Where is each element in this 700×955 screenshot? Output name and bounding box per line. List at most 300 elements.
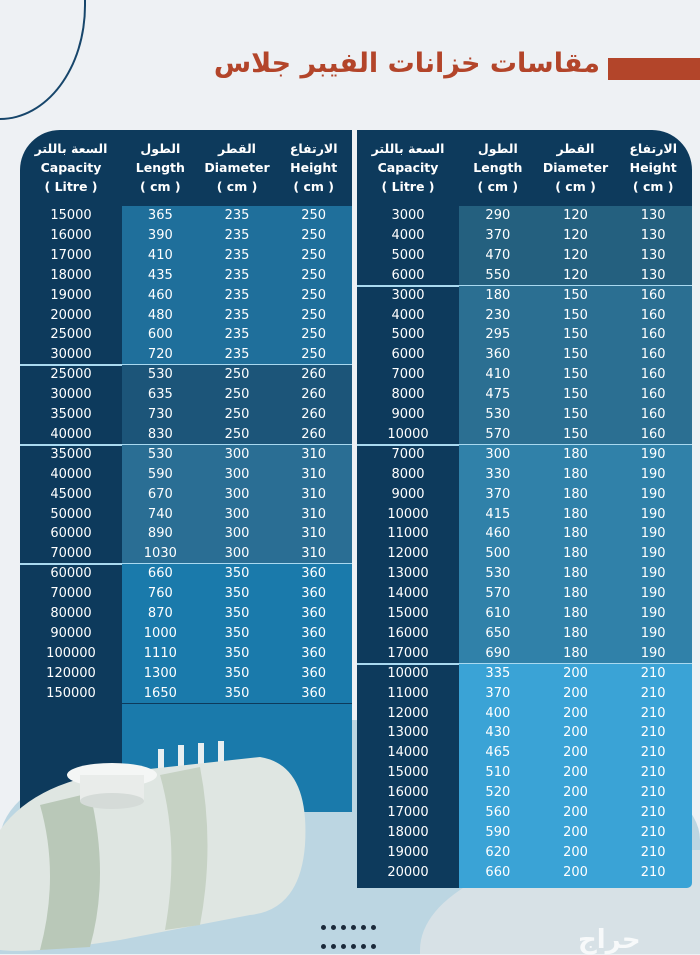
header-cell <box>614 130 692 206</box>
decorative-dots <box>318 915 388 953</box>
height-cell: 210 <box>640 785 666 801</box>
diameter-cell: 200 <box>563 685 588 701</box>
length-cell: 1300 <box>143 665 177 681</box>
table-header <box>357 130 692 206</box>
diameter-cell: 200 <box>563 665 588 681</box>
header-unit: ( cm ) <box>216 179 258 194</box>
length-cell: 460 <box>485 526 511 542</box>
header-unit: ( cm ) <box>632 179 674 194</box>
height-cell: 160 <box>640 307 666 323</box>
capacity-cell: 17000 <box>387 645 429 661</box>
header-unit: ( cm ) <box>555 179 596 194</box>
capacity-cell: 40000 <box>50 426 92 442</box>
diameter-cell: 200 <box>563 725 588 741</box>
length-cell: 560 <box>485 805 511 820</box>
header-en: Diameter <box>542 160 609 175</box>
length-cell: 475 <box>485 387 511 403</box>
capacity-cell: 16000 <box>50 227 92 243</box>
length-cell: 530 <box>485 566 511 582</box>
capacity-cell: 80000 <box>50 606 92 621</box>
height-cell: 190 <box>640 486 666 502</box>
length-cell: 335 <box>485 665 511 681</box>
length-cell: 330 <box>485 466 511 482</box>
table-row <box>20 266 352 286</box>
capacity-cell: 40000 <box>50 466 92 482</box>
height-cell: 360 <box>301 645 327 661</box>
length-cell: 360 <box>485 347 511 363</box>
capacity-cell: 15000 <box>387 765 429 781</box>
table-row <box>20 485 352 505</box>
length-cell: 480 <box>147 307 173 323</box>
height-cell: 210 <box>640 864 666 880</box>
table-row <box>357 306 692 326</box>
capacity-cell: 60000 <box>50 566 92 582</box>
height-cell: 190 <box>640 566 666 582</box>
length-cell: 610 <box>485 606 511 621</box>
diameter-cell: 200 <box>563 745 588 761</box>
height-cell: 210 <box>640 665 666 681</box>
height-cell: 190 <box>640 625 666 641</box>
height-cell: 160 <box>640 327 666 343</box>
height-cell: 360 <box>301 665 327 681</box>
height-cell: 210 <box>640 824 666 840</box>
header-en: Length <box>135 160 185 175</box>
table-row <box>357 684 692 704</box>
header-cell <box>537 130 615 206</box>
header-cell <box>357 130 459 206</box>
table-row <box>20 405 352 425</box>
height-cell: 260 <box>301 367 327 383</box>
header-ar: الطول <box>140 141 181 156</box>
table-row <box>357 743 692 763</box>
capacity-cell: 4000 <box>391 307 425 323</box>
diameter-cell: 150 <box>563 287 588 303</box>
table-row <box>357 763 692 783</box>
length-cell: 370 <box>485 227 511 243</box>
height-cell: 190 <box>640 586 666 602</box>
length-cell: 460 <box>147 287 173 303</box>
table-row <box>357 325 692 345</box>
diameter-cell: 350 <box>224 586 250 602</box>
table-row <box>20 465 352 485</box>
diameter-cell: 250 <box>224 426 250 442</box>
diameter-cell: 150 <box>563 347 588 363</box>
table-row <box>20 644 352 664</box>
decorative-curve <box>0 0 86 120</box>
header-unit: ( Litre ) <box>381 179 435 194</box>
capacity-cell: 8000 <box>391 387 425 403</box>
capacity-cell: 12000 <box>387 705 429 721</box>
height-cell: 310 <box>301 546 327 562</box>
length-cell: 390 <box>147 227 173 243</box>
length-cell: 1000 <box>143 625 177 641</box>
table-row <box>20 425 352 445</box>
table-row <box>20 664 352 684</box>
diameter-cell: 235 <box>224 208 250 223</box>
height-cell: 210 <box>640 844 666 860</box>
diameter-cell: 200 <box>563 705 588 721</box>
height-cell: 260 <box>301 407 327 422</box>
height-cell: 210 <box>640 705 666 721</box>
diameter-cell: 235 <box>224 287 250 303</box>
length-cell: 500 <box>485 546 511 562</box>
height-cell: 260 <box>301 387 327 403</box>
diameter-cell: 180 <box>563 546 588 562</box>
capacity-cell: 11000 <box>387 526 429 542</box>
length-cell: 620 <box>485 844 511 860</box>
capacity-cell: 35000 <box>50 407 92 422</box>
diameter-cell: 250 <box>224 387 250 403</box>
capacity-cell: 25000 <box>50 327 92 343</box>
length-cell: 1030 <box>143 546 177 562</box>
length-cell: 830 <box>147 426 173 442</box>
capacity-cell: 18000 <box>387 824 429 840</box>
capacity-cell: 16000 <box>387 625 429 641</box>
table-row <box>20 226 352 246</box>
diameter-cell: 235 <box>224 267 250 283</box>
capacity-cell: 19000 <box>50 287 92 303</box>
table-row <box>20 445 352 465</box>
table-row <box>357 485 692 505</box>
table-row <box>20 206 352 226</box>
table-row <box>357 465 692 485</box>
height-cell: 310 <box>301 506 327 522</box>
diameter-cell: 150 <box>563 307 588 323</box>
height-cell: 250 <box>301 267 327 283</box>
height-cell: 190 <box>640 506 666 522</box>
length-cell: 435 <box>147 267 173 283</box>
header-unit: ( cm ) <box>140 179 181 194</box>
diameter-cell: 120 <box>563 267 588 283</box>
header-cell <box>275 130 352 206</box>
height-cell: 310 <box>301 446 327 462</box>
table-row <box>20 684 352 704</box>
height-cell: 360 <box>301 566 327 582</box>
table-row <box>357 644 692 664</box>
length-cell: 230 <box>485 307 511 323</box>
table-row <box>357 246 692 266</box>
capacity-cell: 8000 <box>391 466 425 482</box>
capacity-cell: 13000 <box>387 725 429 741</box>
length-cell: 295 <box>485 327 511 343</box>
diameter-cell: 235 <box>224 227 250 243</box>
height-cell: 190 <box>640 466 666 482</box>
length-cell: 590 <box>485 824 511 840</box>
table-row <box>20 505 352 525</box>
diameter-cell: 200 <box>563 785 588 801</box>
table-row <box>357 584 692 604</box>
height-cell: 250 <box>301 347 327 363</box>
height-cell: 210 <box>640 805 666 820</box>
table-row <box>20 365 352 385</box>
capacity-cell: 25000 <box>50 367 92 383</box>
height-cell: 130 <box>640 267 666 283</box>
diameter-cell: 235 <box>224 247 250 263</box>
table-row <box>20 385 352 405</box>
length-cell: 300 <box>485 446 511 462</box>
page-title: مقاسات خزانات الفيبر جلاس <box>213 48 600 79</box>
table-row <box>20 624 352 644</box>
height-cell: 260 <box>301 426 327 442</box>
capacity-cell: 70000 <box>50 586 92 602</box>
height-cell: 130 <box>640 227 666 243</box>
header-ar: الارتفاع <box>629 141 678 156</box>
header-cell <box>459 130 537 206</box>
length-cell: 415 <box>485 506 511 522</box>
capacity-cell: 3000 <box>391 208 425 223</box>
capacity-cell: 16000 <box>387 785 429 801</box>
capacity-cell: 60000 <box>50 526 92 542</box>
capacity-cell: 150000 <box>46 685 96 701</box>
table-row <box>357 286 692 306</box>
group-background <box>459 883 692 888</box>
height-cell: 190 <box>640 645 666 661</box>
capacity-cell: 120000 <box>46 665 96 681</box>
table-row <box>357 664 692 684</box>
diameter-cell: 180 <box>563 586 588 602</box>
height-cell: 190 <box>640 606 666 621</box>
table-row <box>20 584 352 604</box>
height-cell: 310 <box>301 466 327 482</box>
table-row <box>357 425 692 445</box>
length-cell: 740 <box>147 506 173 522</box>
height-cell: 250 <box>301 327 327 343</box>
diameter-cell: 300 <box>224 546 250 562</box>
diameter-cell: 350 <box>224 665 250 681</box>
diameter-cell: 235 <box>224 307 250 323</box>
diameter-cell: 235 <box>224 327 250 343</box>
diameter-cell: 350 <box>224 685 250 701</box>
table-row <box>20 306 352 326</box>
length-cell: 290 <box>485 208 511 223</box>
length-cell: 400 <box>485 705 511 721</box>
capacity-cell: 100000 <box>46 645 96 661</box>
diameter-cell: 180 <box>563 566 588 582</box>
diameter-cell: 250 <box>224 407 250 422</box>
capacity-cell: 15000 <box>387 606 429 621</box>
diameter-cell: 300 <box>224 526 250 542</box>
capacity-cell: 35000 <box>50 446 92 462</box>
capacity-cell: 30000 <box>50 347 92 363</box>
diameter-cell: 350 <box>224 606 250 621</box>
header-cell <box>20 130 122 206</box>
header-ar: السعة باللتر <box>34 141 108 156</box>
table-row <box>357 843 692 863</box>
capacity-cell: 3000 <box>391 287 425 303</box>
diameter-cell: 150 <box>563 387 588 403</box>
header-en: Capacity <box>377 160 439 175</box>
sizes-table-right <box>357 130 692 888</box>
height-cell: 160 <box>640 347 666 363</box>
length-cell: 530 <box>147 446 173 462</box>
length-cell: 530 <box>147 367 173 383</box>
capacity-cell: 17000 <box>50 247 92 263</box>
table-row <box>20 246 352 266</box>
length-cell: 530 <box>485 407 511 422</box>
table-row <box>357 206 692 226</box>
diameter-cell: 150 <box>563 327 588 343</box>
capacity-cell: 19000 <box>387 844 429 860</box>
diameter-cell: 300 <box>224 466 250 482</box>
height-cell: 160 <box>640 387 666 403</box>
table-row <box>357 226 692 246</box>
table-row <box>357 405 692 425</box>
table-row <box>357 783 692 803</box>
capacity-cell: 10000 <box>387 665 429 681</box>
length-cell: 670 <box>147 486 173 502</box>
length-cell: 430 <box>485 725 511 741</box>
diameter-cell: 150 <box>563 367 588 383</box>
capacity-cell: 7000 <box>391 446 425 462</box>
table-row <box>357 823 692 843</box>
length-cell: 870 <box>147 606 173 621</box>
capacity-cell: 5000 <box>391 247 425 263</box>
length-cell: 370 <box>485 486 511 502</box>
diameter-cell: 300 <box>224 446 250 462</box>
table-row <box>357 564 692 584</box>
height-cell: 190 <box>640 526 666 542</box>
capacity-cell: 50000 <box>50 506 92 522</box>
length-cell: 510 <box>485 765 511 781</box>
height-cell: 310 <box>301 486 327 502</box>
diameter-cell: 180 <box>563 446 588 462</box>
diameter-cell: 150 <box>563 426 588 442</box>
header-cell <box>122 130 199 206</box>
diameter-cell: 350 <box>224 625 250 641</box>
header-en: Capacity <box>40 160 102 175</box>
capacity-cell: 14000 <box>387 745 429 761</box>
height-cell: 250 <box>301 287 327 303</box>
capacity-cell: 5000 <box>391 327 425 343</box>
table-row <box>357 723 692 743</box>
length-cell: 660 <box>485 864 511 880</box>
diameter-cell: 120 <box>563 227 588 243</box>
table-row <box>357 624 692 644</box>
capacity-cell: 14000 <box>387 586 429 602</box>
length-cell: 890 <box>147 526 173 542</box>
capacity-cell: 7000 <box>391 367 425 383</box>
length-cell: 465 <box>485 745 511 761</box>
diameter-cell: 350 <box>224 645 250 661</box>
length-cell: 730 <box>147 407 173 422</box>
capacity-cell: 11000 <box>387 685 429 701</box>
table-row <box>357 803 692 823</box>
height-cell: 250 <box>301 307 327 323</box>
capacity-cell: 45000 <box>50 486 92 502</box>
length-cell: 635 <box>147 387 173 403</box>
length-cell: 1650 <box>143 685 177 701</box>
height-cell: 160 <box>640 367 666 383</box>
diameter-cell: 200 <box>563 824 588 840</box>
height-cell: 250 <box>301 247 327 263</box>
height-cell: 210 <box>640 725 666 741</box>
table-row <box>357 445 692 465</box>
height-cell: 190 <box>640 446 666 462</box>
diameter-cell: 200 <box>563 844 588 860</box>
capacity-cell: 30000 <box>50 387 92 403</box>
table-row <box>20 524 352 544</box>
table-row <box>357 863 692 883</box>
diameter-cell: 150 <box>563 407 588 422</box>
length-cell: 470 <box>485 247 511 263</box>
length-cell: 520 <box>485 785 511 801</box>
header-ar: الطول <box>477 141 518 156</box>
capacity-cell: 20000 <box>50 307 92 323</box>
capacity-cell: 17000 <box>387 805 429 820</box>
height-cell: 360 <box>301 586 327 602</box>
header-cell <box>199 130 276 206</box>
header-en: Height <box>290 160 338 175</box>
diameter-cell: 120 <box>563 208 588 223</box>
length-cell: 410 <box>485 367 511 383</box>
length-cell: 180 <box>485 287 511 303</box>
table-row <box>357 704 692 724</box>
height-cell: 210 <box>640 745 666 761</box>
capacity-cell: 4000 <box>391 227 425 243</box>
height-cell: 250 <box>301 227 327 243</box>
capacity-cell: 13000 <box>387 566 429 582</box>
diameter-cell: 200 <box>563 765 588 781</box>
table-row <box>357 604 692 624</box>
diameter-cell: 180 <box>563 526 588 542</box>
length-cell: 660 <box>147 566 173 582</box>
capacity-cell: 18000 <box>50 267 92 283</box>
capacity-cell: 9000 <box>391 407 425 422</box>
table-row <box>357 345 692 365</box>
diameter-cell: 235 <box>224 347 250 363</box>
length-cell: 410 <box>147 247 173 263</box>
diameter-cell: 300 <box>224 486 250 502</box>
height-cell: 130 <box>640 208 666 223</box>
table-row <box>357 266 692 286</box>
fiberglass-tank-image <box>0 735 320 954</box>
height-cell: 360 <box>301 685 327 701</box>
table-row <box>20 544 352 564</box>
diameter-cell: 180 <box>563 466 588 482</box>
capacity-cell: 9000 <box>391 486 425 502</box>
length-cell: 590 <box>147 466 173 482</box>
length-cell: 600 <box>147 327 173 343</box>
header-ar: القطر <box>556 141 595 156</box>
length-cell: 760 <box>147 586 173 602</box>
header-en: Length <box>473 160 523 175</box>
diameter-cell: 180 <box>563 486 588 502</box>
height-cell: 310 <box>301 526 327 542</box>
length-cell: 650 <box>485 625 511 641</box>
height-cell: 160 <box>640 287 666 303</box>
table-row <box>20 286 352 306</box>
diameter-cell: 250 <box>224 367 250 383</box>
length-cell: 570 <box>485 586 511 602</box>
length-cell: 570 <box>485 426 511 442</box>
capacity-cell: 15000 <box>50 208 92 223</box>
height-cell: 160 <box>640 407 666 422</box>
diameter-cell: 300 <box>224 506 250 522</box>
length-cell: 720 <box>147 347 173 363</box>
header-unit: ( cm ) <box>293 179 334 194</box>
height-cell: 160 <box>640 426 666 442</box>
table-row <box>20 345 352 365</box>
diameter-cell: 350 <box>224 566 250 582</box>
capacity-cell: 6000 <box>391 347 425 363</box>
table-row <box>20 325 352 345</box>
height-cell: 130 <box>640 247 666 263</box>
header-en: Diameter <box>204 160 270 175</box>
diameter-cell: 180 <box>563 506 588 522</box>
header-en: Height <box>629 160 677 175</box>
diameter-cell: 200 <box>563 805 588 820</box>
length-cell: 550 <box>485 267 511 283</box>
